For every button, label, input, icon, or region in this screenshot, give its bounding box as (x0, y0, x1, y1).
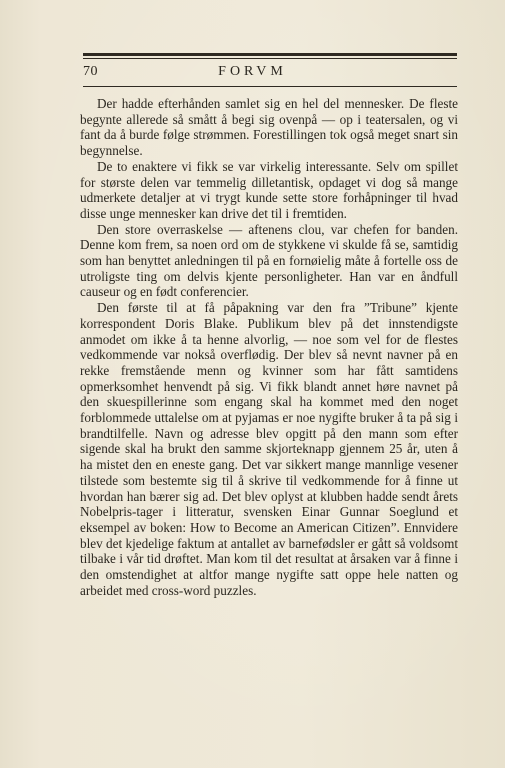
running-title: FORVM (218, 64, 287, 79)
paragraph: De to enaktere vi fikk se var virkelig interessante. Selv om spillet for største delen var temmelig dilletantisk, opdaget vi dog så mange udmerkete detaljer at vi trygt kunde sette store forhåpninger til hvad disse unge mennesker kan drive det til i fremtiden. (80, 158, 458, 221)
header-rule-bottom (83, 86, 457, 87)
header-rule-thin (83, 58, 457, 59)
paragraph: Den første til at få påpakning var den fra ”Tribune” kjente korrespondent Doris Blake. Publikum blev på det innstendigste anmodet om ikke å ta henne alvorlig, — noe som vel for de flestes vedkommende var nokså overflødig. Der blev så nevnt navner på en rekke fremstående menn og kvinner som har fått samtidens opmerksomhet henvendt på sig. Vi fikk blandt annet høre navnet på den skuespillerinne som engang skal ha kommet med den noget forblommede uttalelse om at pyjamas er noe nygifte bruker å ta på sig i brandtilfelle. Navn og adresse blev opgitt på den mann som efter sigende skal ha brukt den samme skjorteknapp gjennem 25 år, uten å ha mistet den en eneste gang. Det var sikkert mange mannlige vesener tilstede som bestemte sig til å skrive til vedkommende for å finne ut hvordan han bærer sig ad. Det blev oplyst at klubben hadde sendt årets Nobelpris-tager i litteratur, svensken Einar Gunnar Soeglund et eksempel av boken: How to Become an American Citizen”. Ennvidere blev det kjedelige faktum at antallet av barnefødsler er gått så voldsomt tilbake i vår tid drøftet. Man kom til det resultat at årsaken var å finne i den omstendighet at altfor mange nygifte satt oppe hele natten og arbeidet med cross-word puzzles. (80, 300, 458, 598)
paragraph: Der hadde efterhånden samlet sig en hel del mennesker. De fleste begynte allerede så smått å begi sig ovenpå — op i teatersalen, og vi fant da å burde følge strømmen. Forestillingen tok også meget snart sin begynnelse. (80, 96, 458, 159)
paragraph: Den store overraskelse — aftenens clou, var chefen for banden. Denne kom frem, sa noen ord om de stykkene vi skulde få se, samtidig som han benyttet anledningen til på en fornøielig måte å fortelle oss de utroligste ting om delvis kjente personligheter. Han var en åndfull causeur og en født conferencier. (80, 221, 458, 300)
header-rule-thick (83, 53, 457, 56)
article-body (80, 96, 458, 599)
page-number: 70 (83, 64, 98, 79)
